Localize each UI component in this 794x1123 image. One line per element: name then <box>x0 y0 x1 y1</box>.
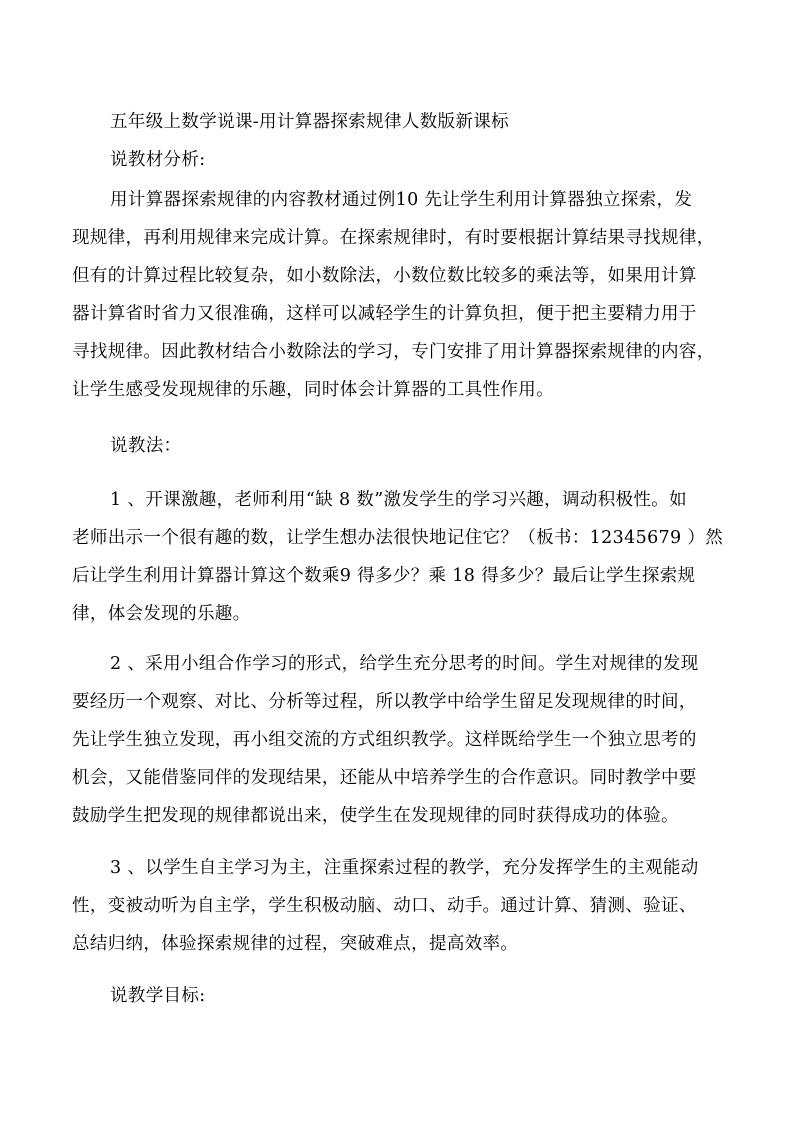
document-title: 五年级上数学说课-用计算器探索规律人数版新课标 <box>110 112 509 132</box>
paragraph-line: 3 、以学生自主学习为主，注重探索过程的教学，充分发挥学生的主观能动 <box>110 858 699 878</box>
paragraph-line: 让学生感受发现规律的乐趣，同时体会计算器的工具性作用。 <box>72 380 554 400</box>
paragraph-line: 机会，又能借鉴同伴的发现结果，还能从中培养学生的合作意识。同时教学中要 <box>72 768 697 788</box>
paragraph-line: 鼓励学生把发现的规律都说出来，使学生在发现规律的同时获得成功的体验。 <box>72 806 679 826</box>
paragraph-line: 要经历一个观察、对比、分析等过程，所以教学中给学生留足发现规律的时间， <box>72 692 697 712</box>
section-heading-teaching-method: 说教法： <box>110 436 182 456</box>
paragraph-line: 律，体会发现的乐趣。 <box>72 604 251 624</box>
paragraph-line: 器计算省时省力又很准确，这样可以减轻学生的计算负担，便于把主要精力用于 <box>72 304 697 324</box>
paragraph-line: 用计算器探索规律的内容教材通过例10 先让学生利用计算器独立探索，发 <box>110 190 693 210</box>
paragraph-line: 老师出示一个很有趣的数，让学生想办法很快地记住它？（板书：12345679 ）然 <box>72 528 724 548</box>
paragraph-line: 总结归纳，体验探索规律的过程，突破难点，提高效率。 <box>72 934 519 954</box>
paragraph-line: 后让学生利用计算器计算这个数乘9 得多少？乘 18 得多少？最后让学生探索规 <box>72 566 696 586</box>
section-heading-teaching-goals: 说教学目标: <box>110 986 206 1006</box>
paragraph-line: 1 、开课激趣，老师利用“缺 8 数”激发学生的学习兴趣，调动积极性。如 <box>110 490 687 510</box>
paragraph-line: 性，变被动听为自主学，学生积极动脑、动口、动手。通过计算、猜测、验证、 <box>72 896 697 916</box>
paragraph-line: 2 、采用小组合作学习的形式，给学生充分思考的时间。学生对规律的发现 <box>110 654 699 674</box>
paragraph-line: 寻找规律。因此教材结合小数除法的学习，专门安排了用计算器探索规律的内容， <box>72 342 715 362</box>
paragraph-line: 先让学生独立发现，再小组交流的方式组织教学。这样既给学生一个独立思考的 <box>72 730 697 750</box>
paragraph-line: 现规律，再利用规律来完成计算。在探索规律时，有时要根据计算结果寻找规律， <box>72 228 715 248</box>
section-heading-textbook-analysis: 说教材分析: <box>110 150 206 170</box>
paragraph-line: 但有的计算过程比较复杂，如小数除法，小数位数比较多的乘法等，如果用计算 <box>72 266 697 286</box>
